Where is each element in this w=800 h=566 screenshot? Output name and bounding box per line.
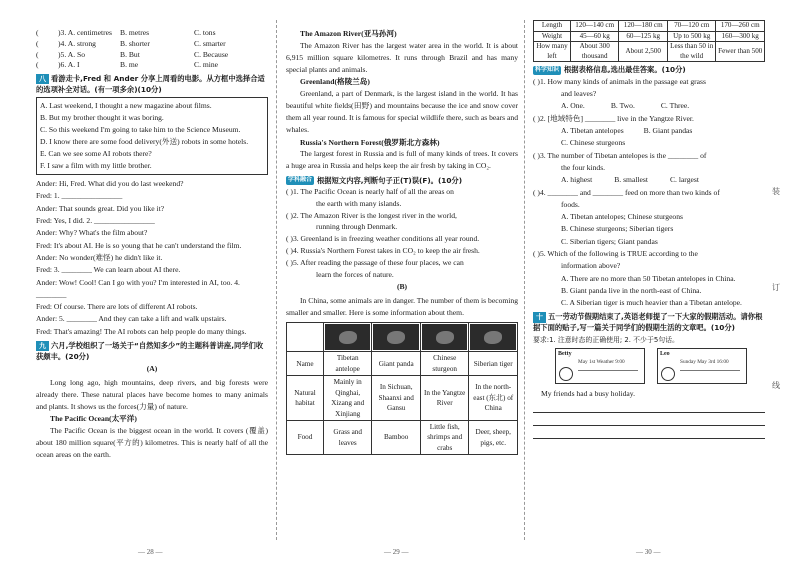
mc-heading <box>533 65 765 76</box>
mc-question-cont: the four kinds. <box>561 162 606 172</box>
table-cell: 160—300 kg <box>716 31 765 42</box>
animals-table <box>286 322 518 455</box>
tiger-photo <box>470 324 516 350</box>
mc-option: C. Siberian tigers; Giant pandas <box>561 236 658 246</box>
table-cell: 120—180 cm <box>619 21 668 32</box>
tf-item-cont: running through Denmark. <box>316 222 398 232</box>
page-number-28: — 28 — <box>138 548 163 557</box>
mc-question-cont: information above? <box>561 261 621 271</box>
dialogue-line: Ander: 5. ________ And they can take a lift and walk upstairs. <box>36 314 227 324</box>
middle-column <box>286 28 518 455</box>
writing-line[interactable] <box>533 427 765 439</box>
russia-title: Russia's Northern Forest(俄罗斯北方森林) <box>300 137 440 147</box>
box-option: D. I know there are some food delivery(外送) robots in some hotels. <box>40 137 249 147</box>
writing-starter: My friends had a busy holiday. <box>541 389 635 399</box>
dialogue-line: Fred: Of course. There are lots of different AI robots. <box>36 302 198 312</box>
row-label: Weight <box>534 31 571 42</box>
table-row <box>287 376 518 421</box>
opt-paren: ( <box>36 60 39 70</box>
left-column <box>36 28 268 462</box>
opt-b: B. metres <box>120 28 150 37</box>
opt-b: B. But <box>120 49 140 59</box>
dialogue-line: Ander: Why? What's the film about? <box>36 228 148 238</box>
mc-option: B. Two. <box>610 101 635 111</box>
writing-line[interactable] <box>533 414 765 426</box>
tf-item: ( )1. The Pacific Ocean is nearly half of all the areas on <box>286 187 454 197</box>
dialogue-line: Ander: Wow! Cool! Can I go with you? I'm interested in AI, too. 4. ________ <box>36 277 240 299</box>
subject-tag: 科学知识 <box>535 65 560 73</box>
row-label: Length <box>534 21 571 32</box>
post-images <box>680 370 740 380</box>
column-divider-1 <box>276 20 277 540</box>
post-author: Betty <box>558 351 572 358</box>
binding-mark: 装 <box>772 187 780 196</box>
table-cell: Little fish, shrimps and crabs <box>420 421 469 455</box>
opt-a: )5. A. So <box>58 49 86 59</box>
dialogue-line: Ander: Hi, Fred. What did you do last weekend? <box>36 179 184 189</box>
tf-heading <box>286 176 518 187</box>
table-cell: Up to 500 kg <box>667 31 716 42</box>
question-title: 六月,学校组织了一场关于“自然知多少”的主题科普讲座,同学们收获颇丰。(20分) <box>36 341 264 361</box>
page-number-29: — 29 — <box>384 548 409 557</box>
tf-item: ( )3. Greenland is in freezing weather conditions all year round. <box>286 234 480 244</box>
table-cell: Bamboo <box>372 421 421 455</box>
opt-a: )4. A. strong <box>58 38 96 48</box>
mc-option: C. A Siberian tiger is much heavier than a Tibetan antelope. <box>561 298 742 308</box>
mc-option: A. highest <box>561 175 593 185</box>
opt-paren: ( <box>36 28 39 37</box>
opt-c: C. smarter <box>194 38 226 48</box>
mc-title: 根据表格信息,选出最佳答案。(10分) <box>564 65 686 75</box>
row-label: Food <box>287 421 324 455</box>
box-option: C. So this weekend I'm going to take him to the Science Museum. <box>40 125 241 135</box>
tf-item: ( )4. Russia's Northern Forest takes in CO₂ to keep the air fresh. <box>286 246 480 256</box>
mc-options <box>533 125 765 137</box>
russia-paragraph: The largest forest in Russia and is full of many kinds of trees. It covers a huge area in Russia and helps keep the air fresh by taking in CO₂. <box>286 149 518 171</box>
dialogue-line: Ander: That sounds great. Did you like it? <box>36 203 165 213</box>
opt-b: B. me <box>120 60 139 70</box>
mc-question-cont: and leaves? <box>561 89 597 99</box>
dialogue-line: Fred: 3. ________ We can learn about AI there. <box>36 265 181 275</box>
mc-option: C. Three. <box>660 101 690 111</box>
table-cell: 60—125 kg <box>619 31 668 42</box>
subject-tag: 学科融合 <box>288 176 313 184</box>
mc-question: ( )3. The number of Tibetan antelopes is the ________ of <box>533 150 707 160</box>
table-cell: Giant panda <box>372 352 421 376</box>
tf-item: ( )2. The Amazon River is the longest river in the world, <box>286 210 457 220</box>
mc-option: C. Chinese sturgeons <box>561 138 626 148</box>
tf-title: 根据短文内容,判断句子正(T)误(F)。(10分) <box>317 175 463 185</box>
mc-option: B. Giant panda live in the north-east of China. <box>561 285 702 295</box>
opt-c: C. mine <box>194 60 219 70</box>
column-divider-2 <box>524 20 525 540</box>
true-false-list <box>286 186 518 280</box>
section-b-intro: In China, some animals are in danger. The number of them is becoming smaller and smaller. Here is some information about them. <box>286 296 518 318</box>
question-title: 看游走卡,Fred 和 Ander 分享上周看的电影。从方框中选择合适的选项补全对话。(有一项多余)(10分) <box>36 74 265 94</box>
box-option: B. But my brother thought it was boring. <box>40 113 164 123</box>
mc-option: B. Chinese sturgeons; Siberian tigers <box>561 224 674 234</box>
question-8-heading <box>36 74 268 95</box>
table-cell: In Sichuan, Shaanxi and Gansu <box>372 376 421 421</box>
box-option: E. Can we see some AI robots there? <box>40 149 152 159</box>
question-number: 八 <box>36 74 49 84</box>
intro-paragraph: Long long ago, high mountains, deep rivers, and big forests were already there. These natural places have become homes to many animals and plants. It shows us the forces(力量) of nature. <box>36 377 268 412</box>
opt-a: )3. A. centimetres <box>58 28 112 37</box>
table-row <box>534 21 765 32</box>
mc-options <box>533 174 765 186</box>
row-label: Name <box>287 352 324 376</box>
table-cell: 120—140 cm <box>570 21 619 32</box>
table-row <box>534 31 765 42</box>
question-number: 九 <box>36 341 49 351</box>
page-number-30: — 30 — <box>636 548 661 557</box>
table-cell: Fewer than 500 <box>716 42 765 62</box>
panda-photo <box>373 324 419 350</box>
opt-paren: ( <box>36 38 39 48</box>
table-cell: Less than 50 in the wild <box>667 42 716 62</box>
post-date: Sunday May 3rd 16:00 <box>680 359 729 366</box>
amazon-title: The Amazon River(亚马孙河) <box>300 29 397 38</box>
table-row <box>287 352 518 376</box>
box-option: F. I saw a film with my little brother. <box>40 161 152 171</box>
mc-question: ( )2. [地域特色] ________ live in the Yangtze River. <box>533 113 694 123</box>
options-box <box>36 97 268 175</box>
post-date: May 1st Weather 9:00 <box>578 359 625 366</box>
dialogue-line: Fred: 1. ________________ <box>36 191 123 201</box>
box-option: A. Last weekend, I thought a new magazine about films. <box>40 101 212 111</box>
mc-option: B. Giant pandas <box>643 126 693 136</box>
table-cell: 45—60 kg <box>570 31 619 42</box>
dialogue-line: Fred: Yes, I did. 2. ________________ <box>36 216 155 226</box>
table-cell: In the north-east (东北) of China <box>469 376 518 421</box>
table-cell: Deer, sheep, pigs, etc. <box>469 421 518 455</box>
post-card-leo <box>657 348 747 384</box>
binding-mark: 线 <box>772 381 780 390</box>
post-card-betty <box>555 348 645 384</box>
dialogue-line: Fred: That's amazing! The AI robots can help people do many things. <box>36 326 247 336</box>
table-cell: Tibetan antelope <box>323 352 372 376</box>
question-number: 十 <box>533 312 546 322</box>
table-cell: 70—120 cm <box>667 21 716 32</box>
section-a-label: (A) <box>146 364 158 374</box>
table-row <box>287 323 518 352</box>
row-label: How many left <box>534 42 571 62</box>
dialogue-line: Fred: It's about AI. He is so young that he can't understand the film. <box>36 240 242 250</box>
multiple-choice-list <box>533 76 765 310</box>
question-10-heading <box>533 312 765 333</box>
table-cell: About 300 thousand <box>570 42 619 62</box>
sturgeon-photo <box>422 324 468 350</box>
table-cell: 170—260 cm <box>716 21 765 32</box>
tf-item-cont: learn the forces of nature. <box>316 269 394 279</box>
opt-b: B. shorter <box>120 38 150 48</box>
post-author: Leo <box>660 351 670 358</box>
question-title: 五一劳动节假期结束了,英语老师提了一下大家的假期活动。请你根据下面的贴子,写一篇关于同学们的假期生活的文章吧。(10分) <box>533 312 763 333</box>
table-row <box>534 42 765 62</box>
amazon-paragraph: The Amazon River has the largest water area in the world. It is about 6,915 million square kilometres. It runs through Brazil and has many special plants and animals. <box>286 40 518 75</box>
antelope-photo <box>325 324 371 350</box>
tf-item-cont: the earth with many islands. <box>316 198 402 208</box>
options-list <box>36 28 268 71</box>
mc-option: A. One. <box>561 101 585 111</box>
opt-c: C. tons <box>194 28 216 37</box>
table-cell: Chinese sturgeon <box>420 352 469 376</box>
mc-question: ( )1. How many kinds of animals in the passage eat grass <box>533 76 706 86</box>
mc-question: ( )5. Which of the following is TRUE according to the <box>533 248 698 258</box>
table-cell: Siberian tiger <box>469 352 518 376</box>
avatar <box>661 367 675 381</box>
writing-requirements: 要求:1. 注意时态的正确使用; 2. 不少于5句话。 <box>533 335 679 344</box>
row-label: Natural habitat <box>287 376 324 421</box>
table-cell: In the Yangtze River <box>420 376 469 421</box>
mc-option: A. There are no more than 50 Tibetan antelopes in China. <box>561 273 736 283</box>
mc-question-cont: foods. <box>561 199 580 209</box>
opt-paren: ( <box>36 49 39 59</box>
opt-c: C. Because <box>194 49 229 59</box>
tf-item: ( )5. After reading the passage of these four places, we can <box>286 257 464 267</box>
section-b-label: (B) <box>396 282 408 292</box>
pacific-paragraph: The Pacific Ocean is the biggest ocean in the world. It covers (覆盖) about 180 million square(平方的) kilometres. This is nearly half of all the ocean areas on the earth. <box>36 426 268 460</box>
holiday-posts <box>555 348 765 384</box>
writing-line[interactable] <box>533 401 765 413</box>
pacific-title: The Pacific Ocean(太平洋) <box>50 414 137 424</box>
mc-options <box>533 100 765 112</box>
mc-option: C. largest <box>669 175 699 185</box>
binding-mark: 订 <box>772 283 780 292</box>
table-cell: Mainly in Qinghai, Xizang and Xinjiang <box>323 376 372 421</box>
mc-question: ( )4. ________ and ________ feed on more than two kinds of <box>533 187 720 197</box>
dialogue <box>36 178 268 338</box>
table-cell: About 2,500 <box>619 42 668 62</box>
post-images <box>578 370 638 380</box>
mc-option: A. Tibetan antelopes; Chinese sturgeons <box>561 212 683 222</box>
mc-option: A. Tibetan antelopes <box>561 126 624 136</box>
question-9-heading <box>36 341 268 362</box>
dialogue-line: Ander: No wonder(难怪) he didn't like it. <box>36 252 163 262</box>
opt-a: )6. A. I <box>58 60 80 70</box>
table-row <box>287 421 518 455</box>
table-cell: Grass and leaves <box>323 421 372 455</box>
mc-option: B. smallest <box>614 175 648 185</box>
measurements-table <box>533 20 765 62</box>
greenland-title: Greenland(格陵兰岛) <box>300 77 370 87</box>
avatar <box>559 367 573 381</box>
right-column <box>533 20 765 439</box>
greenland-paragraph: Greenland, a part of Denmark, is the largest island in the world. It has beautiful white fields(田野) and mountains because the ice and snow cover them all year round. It is famous for special wildlife there, such as bears and whales. <box>286 88 518 135</box>
